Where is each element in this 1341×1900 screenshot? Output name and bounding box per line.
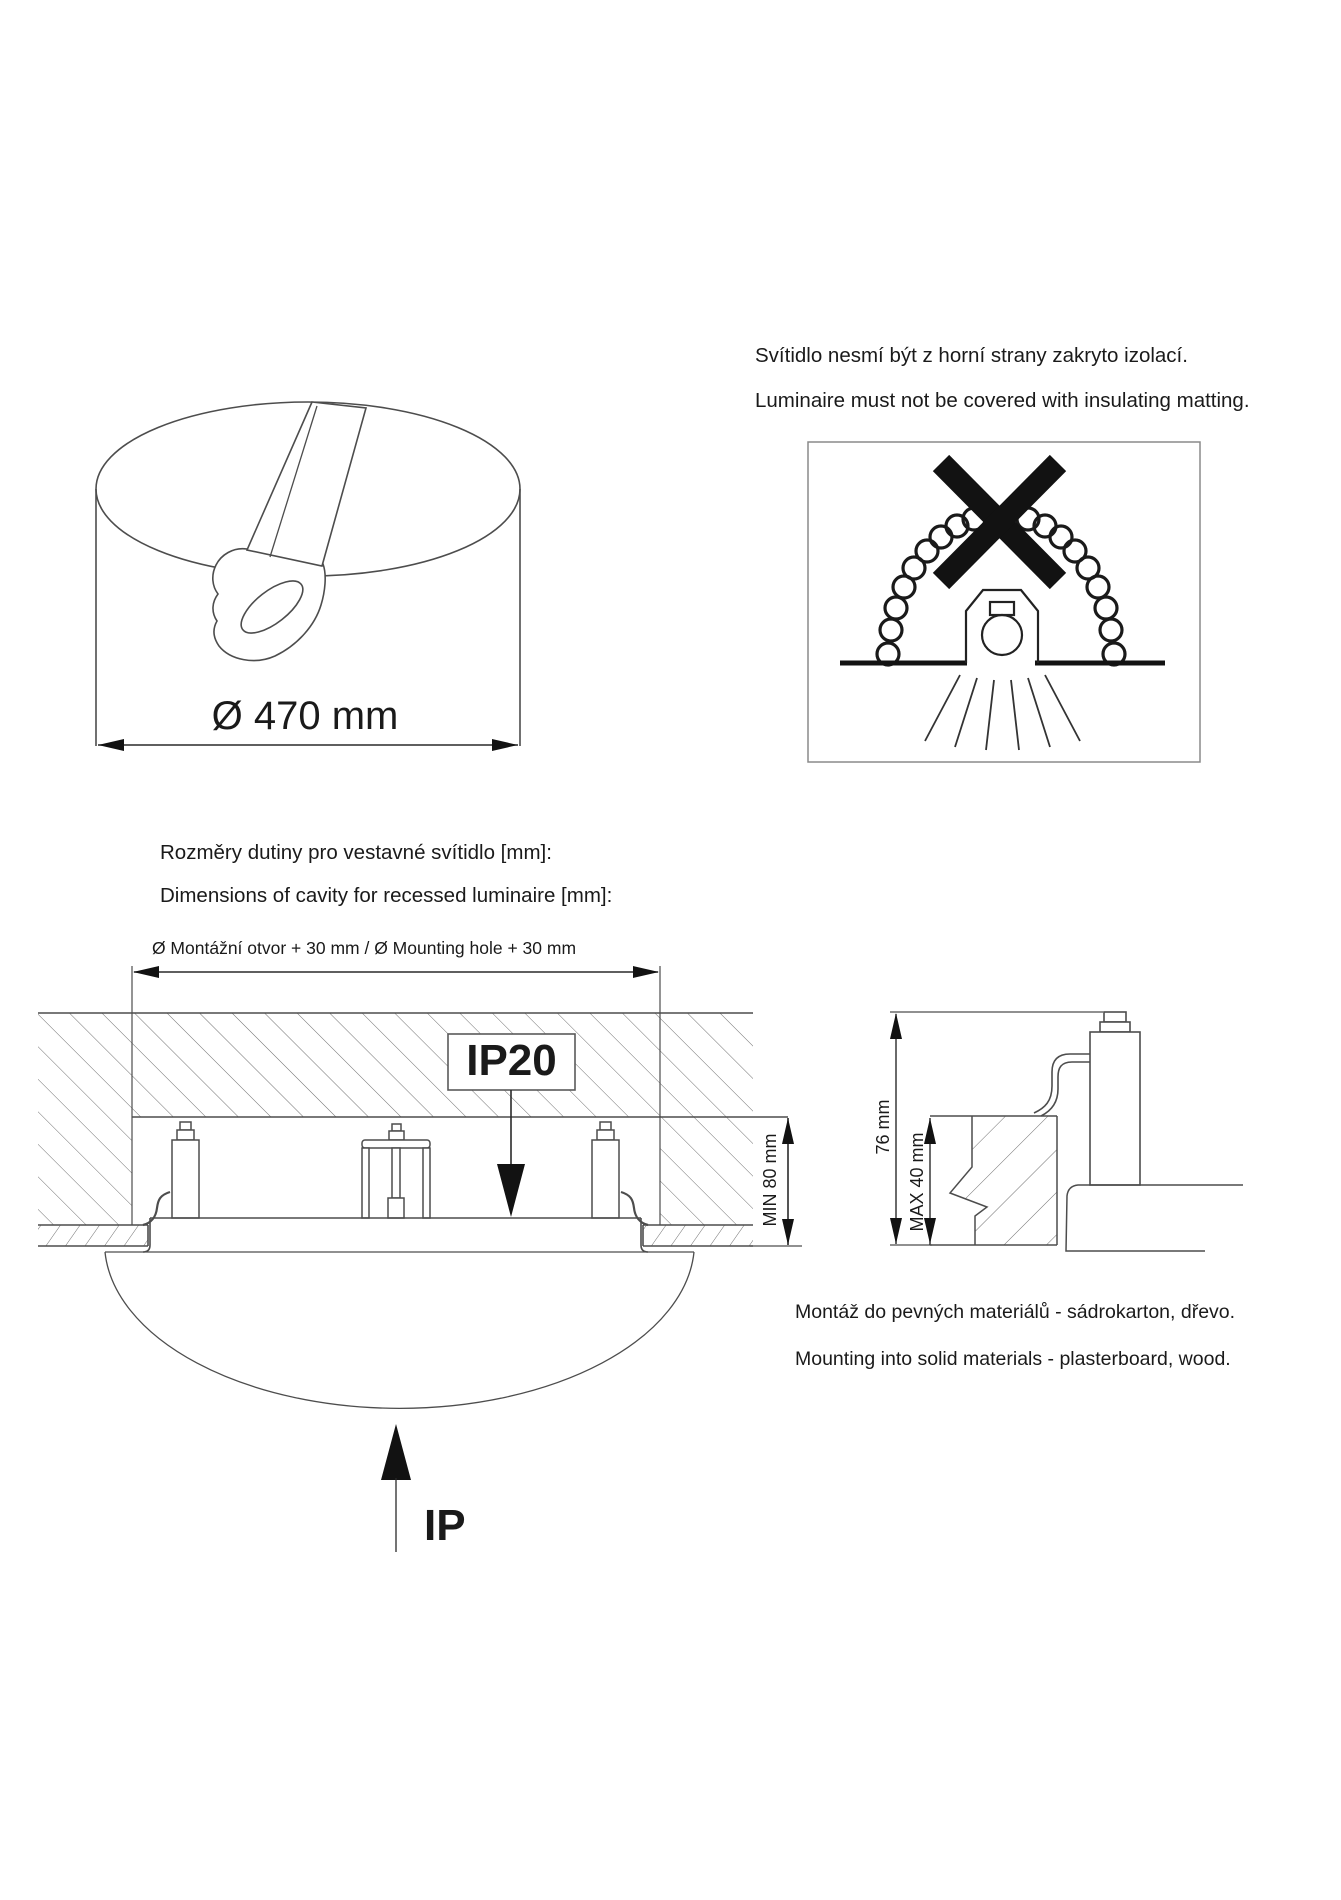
luminaire-body bbox=[105, 1218, 694, 1408]
light-rays bbox=[925, 675, 1080, 750]
solid-mount-note-cs: Montáž do pevných materiálů - sádrokarton, dřevo. bbox=[795, 1301, 1236, 1323]
saw-figure bbox=[213, 402, 366, 661]
diffuser-dome bbox=[105, 1252, 694, 1408]
solid-mounting-figure bbox=[890, 1012, 1243, 1251]
insulation-warning-figure bbox=[808, 442, 1200, 762]
detail-spring-clip bbox=[1034, 1054, 1090, 1116]
mounting-hole-dimension bbox=[133, 966, 659, 978]
board-strip-right bbox=[643, 1225, 753, 1246]
ip20-badge: IP20 bbox=[466, 1036, 557, 1085]
detail-fixing-post bbox=[1090, 1012, 1140, 1185]
board-strip-left bbox=[38, 1225, 148, 1246]
panel-block bbox=[930, 1116, 1057, 1245]
mounting-hole-dimension-label: Ø Montážní otvor + 30 mm / Ø Mounting hole + 30 mm bbox=[151, 938, 577, 958]
diameter-dimension bbox=[98, 739, 518, 751]
fixing-post-right bbox=[592, 1122, 619, 1218]
insulation-coil-left bbox=[877, 508, 985, 665]
solid-mount-note-en: Mounting into solid materials - plasterboard, wood. bbox=[795, 1348, 1231, 1370]
hole-diameter-label: Ø 470 mm bbox=[211, 694, 399, 738]
prohibition-x-icon bbox=[941, 463, 1058, 581]
overall-height-label: 76 mm bbox=[873, 1099, 893, 1155]
detail-luminaire-edge bbox=[1066, 1185, 1243, 1251]
ip-label: IP bbox=[424, 1501, 466, 1550]
recessed-luminaire-symbol bbox=[966, 590, 1038, 663]
mounting-bracket bbox=[362, 1124, 430, 1218]
ip-arrow bbox=[381, 1424, 411, 1552]
max-thickness-label: MAX 40 mm bbox=[907, 1132, 927, 1232]
insulation-coil-right bbox=[1017, 508, 1125, 665]
cavity-heading-cs: Rozměry dutiny pro vestavné svítidlo [mm]: bbox=[160, 841, 552, 864]
cross-section-figure bbox=[38, 966, 802, 1552]
insulation-note-cs: Svítidlo nesmí být z horní strany zakryto izolací. bbox=[755, 344, 1188, 367]
saw-blade bbox=[247, 402, 366, 566]
cavity-heading-en: Dimensions of cavity for recessed luminaire [mm]: bbox=[160, 884, 613, 907]
fixing-post-left bbox=[172, 1122, 199, 1218]
insulation-note-en: Luminaire must not be covered with insulating matting. bbox=[755, 389, 1250, 412]
min-depth-label: MIN 80 mm bbox=[760, 1133, 780, 1227]
